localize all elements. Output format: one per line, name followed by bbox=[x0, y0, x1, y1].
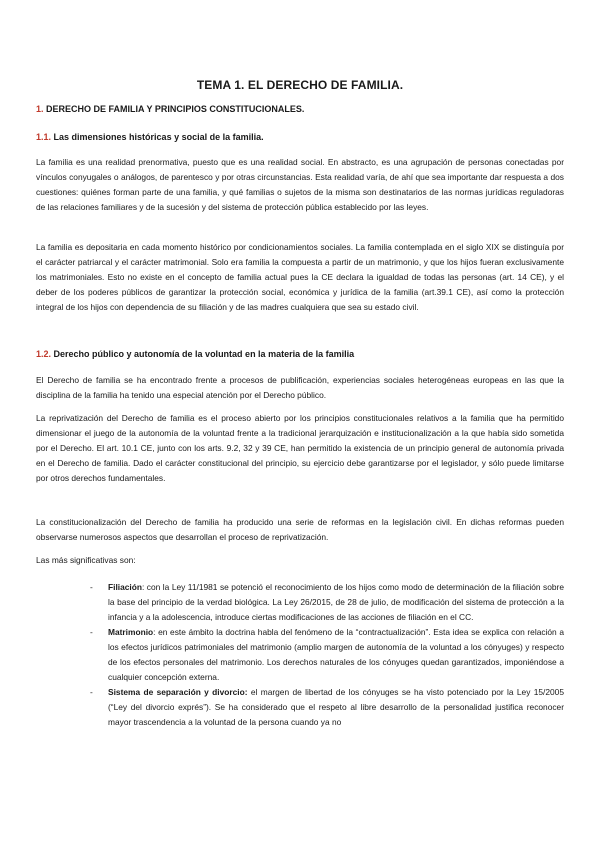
paragraph-1: La familia es una realidad prenormativa, puesto que es una realidad social. En abstracto, es una agrupación de personas conectadas por vínculos conyugales o análogos, de parentesco y por otras circunstancias. Esta realidad varía, de ahí que sea importante dar respuesta a dos cuestiones: quiénes forman parte de una familia, y qué familias o sujetos de la misma son destinatarios de las normas jurídicas reguladoras de las relaciones familiares y de la sucesión y del sistema de protección pública establecido por las leyes. bbox=[36, 157, 564, 212]
list-text: : con la Ley 11/1981 se potenció el reconocimiento de los hijos como modo de determinación de la filiación sobre la base del principio de la verdad biológica. La Ley 26/2015, de 28 de julio, de modificación del sistema de protección a la infancia y a la adolescencia, introduce ciertas modificaciones de las acciones de filiación en el CC. bbox=[108, 582, 564, 622]
section-1-number: 1. bbox=[36, 104, 44, 114]
section-1-1-heading bbox=[36, 132, 264, 142]
section-1-1-title: Las dimensiones históricas y social de la familia. bbox=[53, 132, 264, 142]
list-item-separacion-divorcio bbox=[90, 685, 564, 730]
reform-list bbox=[90, 580, 564, 730]
list-item-filiacion bbox=[90, 580, 564, 625]
list-dash: - bbox=[90, 627, 93, 637]
list-text: el margen de libertad de los cónyuges se ha visto potenciado por la Ley 15/2005 (“Ley del divorcio exprés”). Se ha considerado que el respeto al libre desarrollo de la personalidad justifica reconocer mayor trascendencia a la voluntad de la persona cuando ya no bbox=[108, 687, 564, 727]
section-1-title: DERECHO DE FAMILIA Y PRINCIPIOS CONSTITUCIONALES. bbox=[46, 104, 305, 114]
paragraph-2: La familia es depositaria en cada momento histórico por condicionamientos sociales. La familia contemplada en el siglo XIX se distinguía por el carácter patriarcal y el carácter matrimonial. Solo era familia la compuesta a partir de un matrimonio, y que los hijos fueran exclusivamente los matrimoniales. Esto no existe en el concepto de familia actual pues la CE declara la igualdad de todas las personas (art. 14 CE), y el deber de los poderes públicos de garantizar la protección social, económica y jurídica de la familia (art.39.1 CE), así como la protección integral de los hijos con dependencia de su filiación y de las madres cualquiera que sea su estado civil. bbox=[36, 242, 564, 312]
list-text: : en este ámbito la doctrina habla del fenómeno de la “contractualización”. Esta idea se explica con relación a los efectos jurídicos patrimoniales del matrimonio (amplio margen de autonomía de la voluntad a los cónyuges) y respecto de los efectos personales del matrimonio. Los derechos naturales de los cónyuges quedan garantizados, imponiéndose a cualquier concepción externa. bbox=[108, 627, 564, 682]
section-1-2-title: Derecho público y autonomía de la voluntad en la materia de la familia bbox=[53, 349, 355, 359]
list-term: Matrimonio bbox=[108, 627, 154, 637]
section-1-2-heading bbox=[36, 349, 354, 359]
section-1-heading bbox=[36, 104, 304, 114]
paragraph-6: Las más significativas son: bbox=[36, 555, 136, 565]
list-term: Sistema de separación y divorcio: bbox=[108, 687, 248, 697]
paragraph-3: El Derecho de familia se ha encontrado frente a procesos de publificación, experiencias sociales heterogéneas europeas en las que la disciplina de la familia ha tenido una especial atención por el Derecho público. bbox=[36, 375, 564, 400]
list-term: Filiación bbox=[108, 582, 142, 592]
section-1-1-number: 1.1. bbox=[36, 132, 52, 142]
document-title: TEMA 1. EL DERECHO DE FAMILIA. bbox=[196, 78, 404, 92]
section-1-2-number: 1.2. bbox=[36, 349, 52, 359]
paragraph-5: La constitucionalización del Derecho de familia ha producido una serie de reformas en la legislación civil. En dichas reformas pueden observarse numerosos aspectos que desarrollan el proceso de reprivatización. bbox=[36, 517, 564, 542]
list-dash: - bbox=[90, 582, 93, 592]
list-dash: - bbox=[90, 687, 93, 697]
paragraph-4: La reprivatización del Derecho de familia es el proceso abierto por los principios constitucionales relativos a la familia que ha permitido dimensionar el juego de la autonomía de la voluntad frente a la tradicional jerarquización e institucionalización a la que había sido sometida por el Derecho. El art. 10.1 CE, junto con los arts. 9.2, 32 y 39 CE, han permitido la existencia de un principio general de autonomía privada en el Derecho de familia. Dado el carácter constitucional del principio, su ejercicio debe garantizarse por el legislador, y sólo puede limitarse por otros derechos fundamentales. bbox=[36, 413, 564, 483]
list-item-matrimonio bbox=[90, 625, 564, 685]
